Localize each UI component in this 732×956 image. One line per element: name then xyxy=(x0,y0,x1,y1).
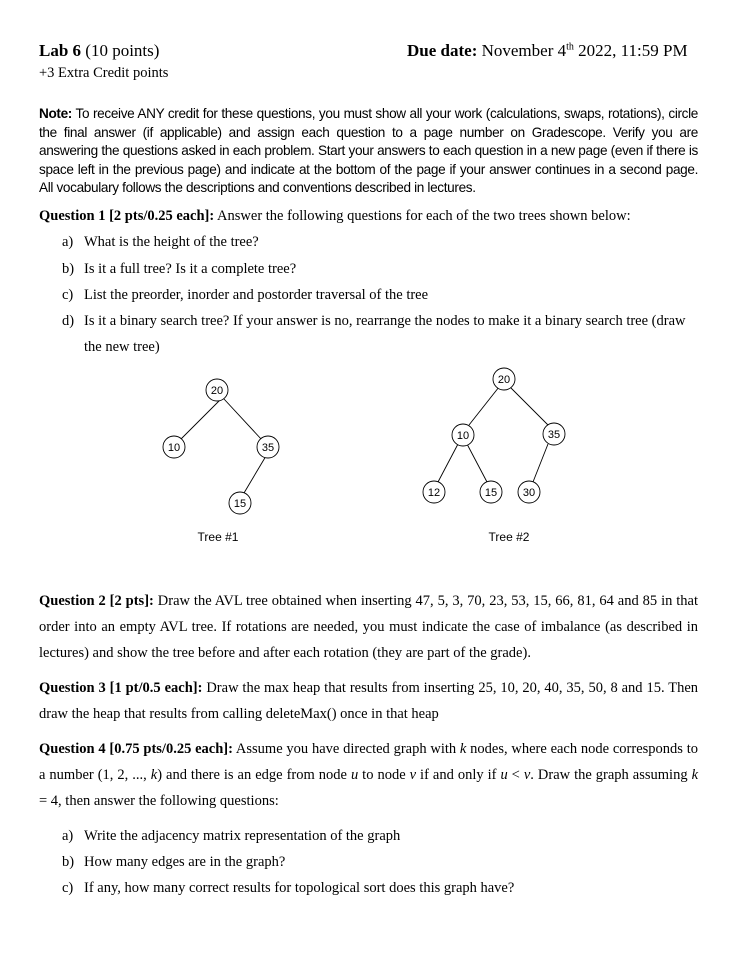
q4-item-c xyxy=(62,880,514,897)
svg-text:10: 10 xyxy=(167,442,181,454)
question-4-text: Assume you have directed graph with xyxy=(235,741,460,757)
var-u: u xyxy=(350,767,359,783)
tree-1-edge xyxy=(244,456,266,493)
tree-1-caption: Tree #1 xyxy=(197,530,239,544)
q1-item-text: Is it a binary search tree? If your answer is no, rearrange the nodes to make it a binary search tree (draw xyxy=(84,313,686,329)
svg-text:15: 15 xyxy=(484,487,498,499)
tree-1-node xyxy=(163,436,185,458)
q4-item-text: If any, how many correct results for topological sort does this graph have? xyxy=(84,880,515,896)
note-text: To receive ANY credit for these questions, you must show all your work (calculations, swaps, rotations), circle the final answer (if applicable) and assign each question to a page number on Gradescope. Verify you are answering the questions asked in each problem. Start your answers to each question in a new page (even if there is space left in the previous page) and indicate at the bottom of the page if your answer continues in a second page. All vocabulary follows the descriptions and conventions described in lectures. xyxy=(39,106,698,195)
tree-2-edge xyxy=(511,388,548,425)
tree-2-node xyxy=(423,481,445,503)
tree-1-edge xyxy=(224,399,262,440)
question-4-text: ) and there is an edge from node xyxy=(157,767,351,783)
q1-item-letter: d) xyxy=(62,313,75,329)
extra-credit: +3 Extra Credit points xyxy=(39,65,169,81)
due-label: Due date: xyxy=(407,41,478,60)
question-4-text: nodes, where each node corresponds to a number (1, 2, ..., xyxy=(39,741,698,783)
question-2 xyxy=(39,588,698,666)
lab-label: Lab 6 xyxy=(39,41,82,60)
question-4-text: to node xyxy=(358,767,410,783)
q1-item-letter: b) xyxy=(62,261,75,277)
question-2-text: Draw the AVL tree obtained when inserting 47, 5, 3, 70, 23, 53, 15, 66, 81, 64 and 85 in that order into an empty AVL tree. If rotations are needed, you must indicate the case of imbalance (as described in lectures) and show the tree before and after each rotation (they are part of the grade). xyxy=(39,593,699,661)
tree-1-node xyxy=(257,436,279,458)
svg-text:20: 20 xyxy=(210,385,224,397)
tree-2-edge xyxy=(438,444,458,482)
question-3-text: Draw the max heap that results from inserting 25, 10, 20, 40, 35, 50, 8 and 15. Then draw the heap that results from calling deleteMax() once in that heap xyxy=(39,680,699,722)
question-4-text: < xyxy=(507,767,524,783)
tree-2-edge xyxy=(467,444,487,482)
q1-item-text: What is the height of the tree? xyxy=(84,234,259,250)
svg-text:12: 12 xyxy=(427,487,441,499)
question-3-label: Question 3 [1 pt/0.5 each]: xyxy=(39,680,203,696)
question-4-label: Question 4 [0.75 pts/0.25 each]: xyxy=(39,741,233,757)
var-u: u xyxy=(500,767,508,783)
tree-2-node xyxy=(518,481,540,503)
question-1-text: Answer the following questions for each of the two trees shown below: xyxy=(217,208,631,224)
svg-text:35: 35 xyxy=(547,429,561,441)
q4-item-letter: a) xyxy=(62,828,74,844)
due-date-pre: November 4 xyxy=(481,41,567,60)
svg-text:35: 35 xyxy=(261,442,275,454)
tree-2-edge xyxy=(469,387,499,425)
var-k: k xyxy=(691,767,698,783)
note-label: Note: xyxy=(39,106,72,121)
tree-2-node xyxy=(543,423,565,445)
tree-1-edge xyxy=(180,398,222,440)
q4-item-text: Write the adjacency matrix representation of the graph xyxy=(84,828,401,844)
q1-item-text: List the preorder, inorder and postorder traversal of the tree xyxy=(84,287,429,303)
tree-2-node xyxy=(480,481,502,503)
tree-1-node xyxy=(206,379,228,401)
svg-text:10: 10 xyxy=(456,430,470,442)
tree-2-node xyxy=(493,368,515,390)
q1-item-text: Is it a full tree? Is it a complete tree? xyxy=(84,261,297,277)
tree-2-edge xyxy=(533,444,548,482)
tree-1-node xyxy=(229,492,251,514)
question-4-text: . Draw the graph assuming xyxy=(530,767,692,783)
svg-text:20: 20 xyxy=(497,374,511,386)
due-date-post: 2022, 11:59 PM xyxy=(573,41,688,60)
question-1-label: Question 1 [2 pts/0.25 each]: xyxy=(39,208,215,224)
svg-text:15: 15 xyxy=(233,498,247,510)
question-4-text: if and only if xyxy=(416,767,501,783)
q1-item-letter: a) xyxy=(62,234,74,250)
question-4 xyxy=(39,736,698,814)
tree-1-edges xyxy=(180,398,266,493)
q4-item-a xyxy=(62,828,400,845)
var-k: k xyxy=(459,741,467,757)
q4-item-letter: c) xyxy=(62,880,74,896)
q4-item-text: How many edges are in the graph? xyxy=(84,854,286,870)
var-v: v xyxy=(523,767,531,783)
var-v: v xyxy=(409,767,417,783)
lab-points: (10 points) xyxy=(85,41,160,60)
q1-item-letter: c) xyxy=(62,287,74,303)
tree-2-caption: Tree #2 xyxy=(488,530,530,544)
svg-text:30: 30 xyxy=(522,487,536,499)
due-date-sup: th xyxy=(566,41,574,53)
var-k: k xyxy=(150,767,158,783)
q4-item-letter: b) xyxy=(62,854,75,870)
tree-2-node xyxy=(452,424,474,446)
q4-item-b xyxy=(62,854,285,871)
question-2-label: Question 2 [2 pts]: xyxy=(39,593,154,609)
question-4-text: = 4, then answer the following questions: xyxy=(39,793,279,809)
q1-item-d-continued: the new tree) xyxy=(84,339,160,355)
question-3 xyxy=(39,675,698,727)
